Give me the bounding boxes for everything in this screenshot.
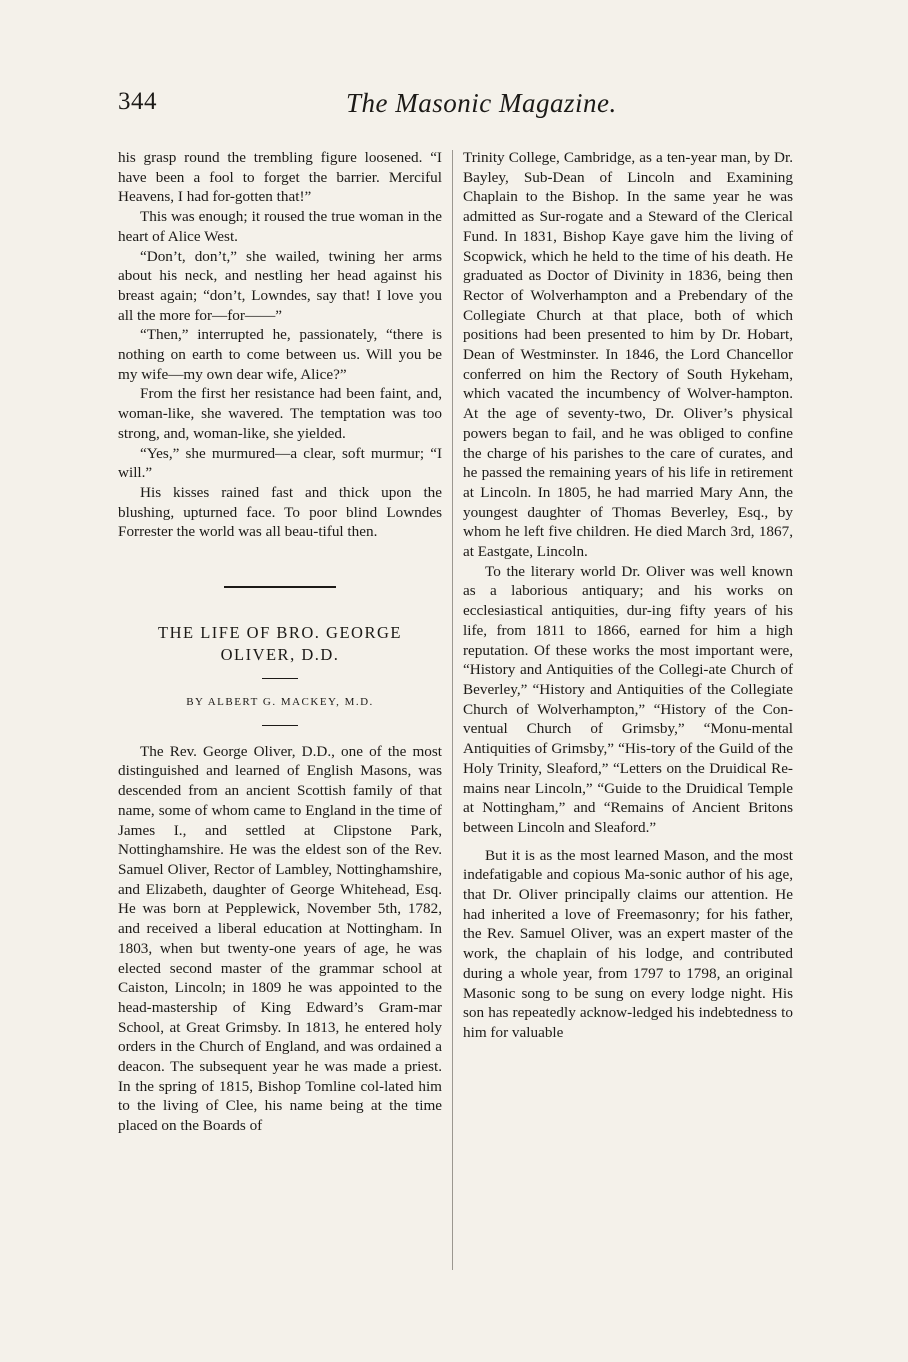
title-rule [262, 678, 298, 679]
article-paragraph: Trinity College, Cambridge, as a ten-year man, by Dr. Bayley, Sub-Dean of Lincoln and Examining Chaplain to the Bishop. In the same year he was admitted as Sur-rogate and a Steward of the Clerical Fund. In 1831, Bishop Kaye gave him the living of Scopwick, which he held to the time of his death. He graduated as Doctor of Divinity in 1836, being then Rector of Wolverhampton and a Prebendary of the Collegiate Church at that place, both of which positions had been presented to him by Dr. Hobart, Dean of Westminster. In 1846, the Lord Chancellor conferred on him the Rectory of South Hykeham, which vacated the incumbency of Wolver-hampton. At the age of seventy-two, Dr. Oliver’s physical powers began to fail, and he was obliged to confine the charge of his parishes to the care of curates, and he passed the remaining years of his life in retirement at Lincoln. In 1805, he had married Mary Ann, the youngest daughter of Thomas Beverley, Esq., by whom he left five children. He died March 3rd, 1867, at Eastgate, Lincoln. [463, 149, 793, 561]
story-paragraph: “Yes,” she murmured—a clear, soft murmur; “I will.” [118, 444, 442, 482]
article-byline: BY ALBERT G. MACKEY, M.D. [186, 696, 374, 709]
story-paragraph: his grasp round the trembling figure loosened. “I have been a fool to forget the barrier. Merciful Heavens, I had for-gotten that!” [118, 149, 442, 206]
story-paragraph: His kisses rained fast and thick upon the blushing, upturned face. To poor blind Lowndes Forrester the world was all beau-tiful then. [118, 483, 442, 541]
column-divider [452, 150, 453, 1270]
section-rule [224, 586, 336, 588]
running-title: The Masonic Magazine. [346, 88, 617, 118]
right-column [463, 148, 793, 1043]
story-paragraph: “Then,” interrupted he, passionately, “there is nothing on earth to come between us. Will you be my wife—my own dear wife, Alice?” [118, 326, 442, 383]
story-paragraph: “Don’t, don’t,” she wailed, twining her arms about his neck, and nestling her head against his breast again; “don’t, Lowndes, say that! I love you all the more for—for——” [118, 247, 442, 324]
article-title: THE LIFE OF BRO. GEORGE OLIVER, D.D. [158, 623, 402, 665]
article-paragraph: The Rev. George Oliver, D.D., one of the most distinguished and learned of English Masons, was descended from an ancient Scottish family of that name, some of whom came to England in the time of James I., and settled at Clipstone Park, Nottinghamshire. He was the eldest son of the Rev. Samuel Oliver, Rector of Lambley, Nottinghamshire, and Elizabeth, daughter of George Whitehead, Esq. He was born at Pepplewick, November 5th, 1782, and received a liberal education at Nottingham. In 1803, when but twenty-one years of age, he was elected second master of the grammar school at Caiston, Lincoln; in 1809 he was appointed to the head-mastership of King Edward’s Gram-mar School, at Great Grimsby. In 1813, he entered holy orders in the Church of England, and was ordained a deacon. The subsequent year he was made a priest. In the spring of 1815, Bishop Tomline col-lated him to the living of Clee, his name being at the time placed on the Boards of [118, 742, 442, 1135]
story-paragraph: From the first her resistance had been faint, and, woman-like, she wavered. The temptation was too strong, and, woman-like, she yielded. [118, 385, 442, 442]
byline-rule [262, 725, 298, 726]
story-paragraph: This was enough; it roused the true woman in the heart of Alice West. [118, 208, 442, 245]
page-number: 344 [118, 88, 157, 115]
left-column [118, 148, 442, 1136]
page-header [118, 88, 808, 128]
article-paragraph: But it is as the most learned Mason, and the most indefatigable and copious Ma-sonic author of his age, that Dr. Oliver principally claims our attention. He had inherited a love of Freemasonry; for his father, the Rev. Samuel Oliver, was an expert master of the work, the chaplain of his lodge, and contributed during a whole year, from 1797 to 1798, an original Masonic song to be sung on every lodge night. His son has repeatedly acknow-ledged his indebtedness to him for valuable [463, 846, 793, 1041]
article-paragraph: To the literary world Dr. Oliver was well known as a laborious antiquary; and his works on ecclesiastical antiquities, dur-ing fifty years of his life, from 1811 to 1866, earned for him a high reputation. Of these works the most important were, “History and Antiquities of the Collegi-ate Church of Beverley,” “History and Antiquities of the Collegiate Church of Wolverhampton,” “History of the Con-ventual Church of Grimsby,” “Monu-mental Antiquities of Grimsby,” “His-tory of the Guild of the Holy Trinity, Sleaford,” “Letters on the Druidical Re-mains near Lincoln,” “Guide to the Druidical Temple at Nottingham,” and “Remains of Ancient Britons between Lincoln and Sleaford.” [463, 562, 793, 836]
